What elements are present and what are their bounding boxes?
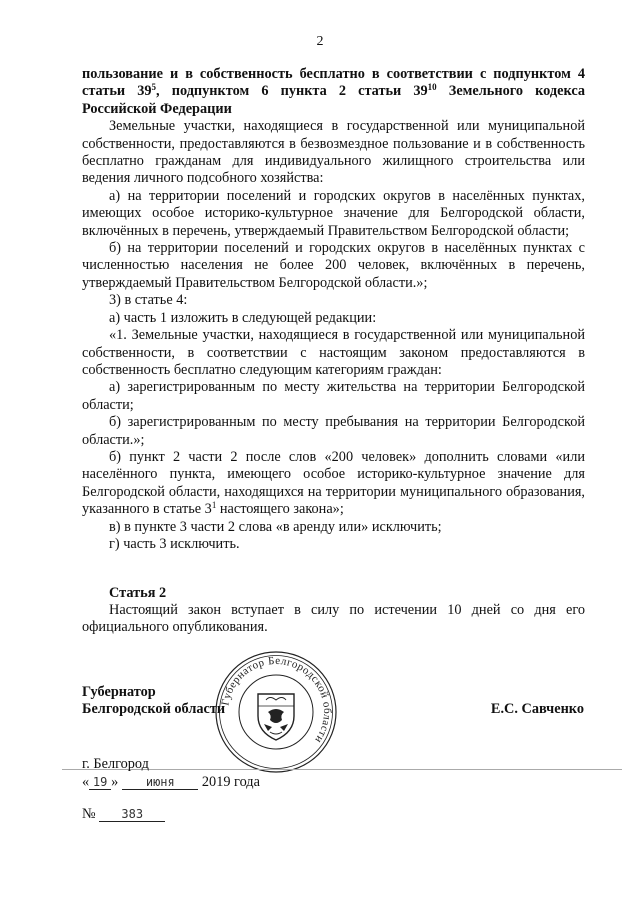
law-number [82, 806, 165, 823]
paragraph-amendment [82, 449, 585, 519]
article-2-heading: Статья 2 [109, 585, 167, 601]
heading-part-2: , подпунктом 6 пункта 2 статьи 39 [156, 83, 428, 100]
number-label: № [82, 806, 96, 822]
date-year: 2019 года [201, 774, 260, 790]
paragraph: г) часть 3 исключить. [109, 535, 240, 552]
amendment-sup: 1 [211, 500, 217, 511]
signature-title [82, 684, 225, 719]
heading-part-3: Земельного кодекса Российской Федерации [82, 83, 586, 117]
paragraph: в) в пункте 3 части 2 слова «в аренду или» исключить; [109, 518, 442, 535]
signature-title-line1: Губернатор [82, 684, 156, 700]
paragraph: а) зарегистрированным по месту жительства на территории Белгородской области; [82, 379, 585, 413]
paragraph: б) зарегистрированным по месту пребывания на территории Белгородской области.»; [82, 414, 585, 448]
paragraph: «1. Земельные участки, находящиеся в государственной или муниципальной собственности, в соответствии с настоящим законом предоставляются в собственность бесплатно следующим категориям граждан: [82, 327, 585, 378]
heading-fragment [82, 66, 585, 118]
page-number: 2 [316, 34, 324, 49]
heading-sup-2: 10 [427, 82, 437, 93]
coat-of-arms-icon [258, 694, 294, 740]
governor-name: Е.С. Савченко [490, 701, 584, 717]
article-2-paragraph: Настоящий закон вступает в силу по истечении 10 дней со дня его официального опубликования. [82, 602, 585, 636]
paragraph: а) на территории поселений и городских округов в населённых пунктах, имеющих особое историко-культурное значение для Белгородской области, включённых в перечень, утверждаемый Правительством Белгородской области; [82, 187, 585, 239]
amendment-tail: настоящего закона»; [216, 501, 344, 518]
article-2-text [82, 602, 585, 637]
seal-ring-text: Губернатор Белгородской области [219, 654, 334, 746]
heading-sup-1: 5 [151, 82, 157, 93]
signing-date [82, 774, 260, 791]
date-month-field: июня [122, 775, 198, 790]
paragraph: Земельные участки, находящиеся в государственной или муниципальной собственности, предоставляются в безвозмездное пользование и в собственность бесплатно гражданам для индивидуального жилищного строительства или ведения личного подсобного хозяйства: [82, 118, 585, 187]
official-seal [214, 650, 338, 774]
date-quote-close: » [111, 774, 119, 790]
date-quote-open: « [82, 774, 90, 790]
law-body [82, 66, 585, 553]
signing-city: г. Белгород [82, 756, 149, 772]
heading-part-1: пользование и в собственность бесплатно в соответствии с подпунктом 4 статьи 39 [82, 66, 585, 100]
paragraph: а) часть 1 изложить в следующей редакции: [109, 309, 377, 326]
signature-title-line2: Белгородской области [82, 701, 226, 718]
amendment-text: б) пункт 2 части 2 после слов «200 человек» дополнить словами «или населённого пункта, имеющего особое историко-культурное значение для Белгородской области, находящихся на территории муниципального образования, указанного в статье 3 [82, 448, 585, 518]
date-day-field: 19 [89, 775, 111, 790]
paragraph: б) на территории поселений и городских округов в населённых пунктах с численностью населения не более 200 человек, включённых в перечень, утверждаемый Правительством Белгородской области.»; [82, 240, 585, 291]
paragraph: 3) в статье 4: [109, 292, 188, 309]
number-field: 383 [99, 807, 165, 822]
